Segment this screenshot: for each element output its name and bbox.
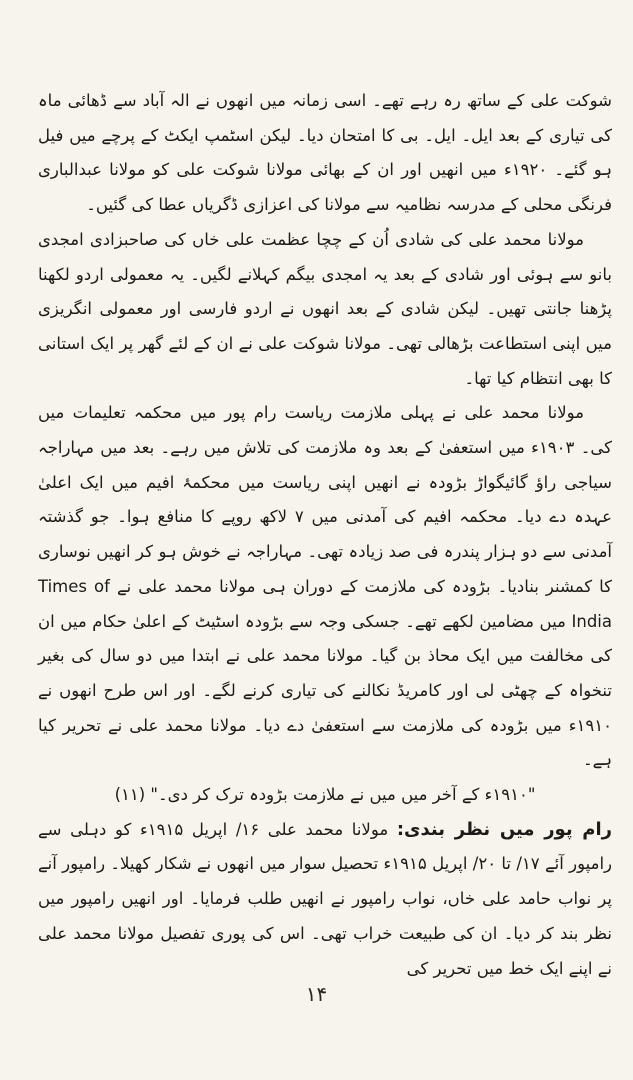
paragraph-3: مولانا محمد علی نے پہلی ملازمت ریاست رام پور میں محکمہ تعلیمات میں کی۔ ۱۹۰۳ء میں استعفیٰ کے بعد وہ ملازمت کی تلاش میں رہے۔ بعد میں مہاراجہ سیاجی راؤ گائیگواڑ بڑودہ نے انھیں اپنی ریاست میں محکمۂ افیم میں ایک اعلیٰ عہدہ دے دیا۔ محکمہ افیم کی آمدنی میں ۷ لاکھ روپے کا منافع ہوا۔ جو گذشتہ آمدنی سے دو ہزار پندرہ فی صد زیادہ تھی۔ مہاراجہ نے خوش ہو کر انھیں نوساری کا کمشنر بنادیا۔ بڑودہ کی ملازمت کے دوران ہی مولانا محمد علی نے Times of India میں مضامین لکھے تھے۔ جسکی وجہ سے بڑودہ اسٹیٹ کے اعلیٰ حکام میں ان کی مخالفت میں ایک محاذ بن گیا۔ مولانا محمد علی نے ابتدا میں دو سال کی بغیر تنخواہ کے چھٹی لی اور کامریڈ نکالنے کی تیاری کرنے لگے۔ اور اس طرح انھوں نے ۱۹۱۰ء میں بڑودہ کی ملازمت سے استعفیٰ دے دیا۔ مولانا محمد علی نے تحریر کیا ہے۔ <box>38 403 613 770</box>
section-text: مولانا محمد علی ۱۶/ اپریل ۱۹۱۵ء کو دہلی سے رامپور آئے ۱۷/ تا ۲۰/ اپریل ۱۹۱۵ء تحصیل سوار میں انھوں نے شکار کھیلا۔ رامپور آنے پر نواب حامد علی خاں، نواب رامپور نے انھیں طلب فرمایا۔ اور انھیں رامپور میں نظر بند کر دیا۔ ان کی طبیعت خراب تھی۔ اس کی پوری تفصیل مولانا محمد علی نے اپنے ایک خط میں تحریر کی <box>38 819 613 978</box>
page-number: ۱۴ <box>305 982 328 1006</box>
paragraph-2: مولانا محمد علی کی شادی اُن کے چچا عظمت علی خاں کی صاحبزادی امجدی بانو سے ہوئی اور شادی کے بعد یہ امجدی بیگم کہلانے لگیں۔ یہ معمولی اردو لکھنا پڑھنا جانتی تھیں۔ لیکن شادی کے بعد انھوں نے اردو فارسی اور معمولی انگریزی میں اپنی استطاعت بڑھالی تھی۔ مولانا شوکت علی نے ان کے لئے گھر پر ایک استانی کا بھی انتظام کیا تھا۔ <box>38 229 612 388</box>
body-text <box>38 84 612 986</box>
section-paragraph <box>38 813 612 987</box>
section-heading: رام پور میں نظر بندی: <box>396 818 612 840</box>
quotation: "۱۹۱۰ء کے آخر میں میں نے ملازمت بڑودہ ترک کر دی۔" (۱۱) <box>114 785 536 805</box>
paragraph-1: شوکت علی کے ساتھ رہ رہے تھے۔ اسی زمانہ میں انھوں نے الہ آباد سے ڈھائی ماہ کی تیاری کے بعد ایل۔ ایل۔ بی کا امتحان دیا۔ لیکن اسٹمپ ایکٹ کے پرچے میں فیل ہو گئے۔ ۱۹۲۰ء میں انھیں اور ان کے بھائی مولانا شوکت علی کو مولانا عبدالباری فرنگی محلی کے مدرسہ نظامیہ سے مولانا کی اعزازی ڈگریاں عطا کی گئیں۔ <box>38 91 612 215</box>
